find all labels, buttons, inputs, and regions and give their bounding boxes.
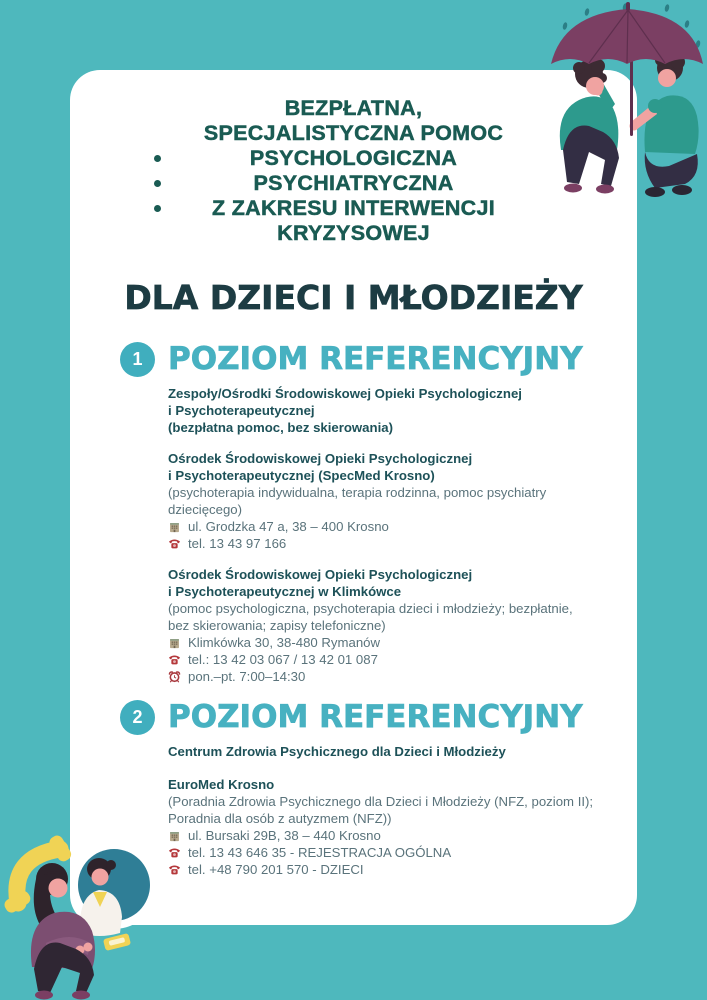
illustration-phone-call-doctor bbox=[0, 815, 235, 1000]
phone-icon bbox=[168, 653, 181, 666]
phone-row bbox=[168, 535, 613, 552]
section-1-title: POZIOM REFERENCYJNY bbox=[168, 341, 583, 377]
entry-name: i Psychoterapeutycznej w Klimkówce bbox=[168, 584, 402, 599]
entry-description: dziecięcego) bbox=[168, 502, 243, 517]
section-2-number-badge: 2 bbox=[120, 700, 155, 735]
header-bullet-2: PSYCHIATRYCZNA bbox=[253, 171, 454, 195]
entry-description: (Poradnia Zdrowia Psychicznego dla Dzieci i Młodzieży (NFZ, poziom II); bbox=[168, 794, 594, 809]
intro-line: i Psychoterapeutycznej bbox=[168, 403, 315, 418]
entry-description: (psychoterapia indywidualna, terapia rodzinna, pomoc psychiatry bbox=[168, 485, 547, 500]
bullet-dot-icon bbox=[154, 205, 161, 212]
intro-line: (bezpłatna pomoc, bez skierowania) bbox=[168, 420, 393, 435]
bullet-dot-icon bbox=[154, 155, 161, 162]
entry-specmed-krosno bbox=[168, 450, 613, 552]
section-2-heading bbox=[120, 699, 637, 735]
section-2-intro bbox=[168, 743, 613, 760]
phone-text: tel. 13 43 97 166 bbox=[188, 536, 287, 551]
header-line-2: SPECJALISTYCZNA POMOC bbox=[203, 121, 504, 145]
address-row bbox=[168, 518, 613, 535]
address-text: ul. Grodzka 47 a, 38 – 400 Krosno bbox=[188, 519, 389, 534]
entry-description: Poradnia dla osób z autyzmem (NFZ)) bbox=[168, 811, 392, 826]
entry-name: i Psychoterapeutycznej (SpecMed Krosno) bbox=[168, 468, 435, 483]
intro-line: Centrum Zdrowia Psychicznego dla Dzieci i Młodzieży bbox=[168, 744, 506, 759]
section-1-number-badge: 1 bbox=[120, 342, 155, 377]
entry-name: EuroMed Krosno bbox=[168, 777, 275, 792]
medicine-box bbox=[103, 933, 131, 951]
illustration-umbrella-support bbox=[539, 0, 707, 215]
building-icon bbox=[168, 636, 181, 649]
helper-person bbox=[630, 54, 699, 197]
hours-text: pon.–pt. 7:00–14:30 bbox=[188, 669, 306, 684]
hours-row bbox=[168, 668, 613, 685]
phone-row bbox=[168, 651, 613, 668]
phone-text: tel. 13 43 646 35 - REJESTRACJA OGÓLNA bbox=[188, 845, 452, 860]
header-bullet-3: Z ZAKRESU INTERWENCJI KRYZYSOWEJ bbox=[211, 196, 496, 245]
address-text: ul. Bursaki 29B, 38 – 440 Krosno bbox=[188, 828, 381, 843]
bullet-dot-icon bbox=[154, 180, 161, 187]
phone-text: tel. +48 790 201 570 - DZIECI bbox=[188, 862, 364, 877]
section-1-heading bbox=[120, 341, 637, 377]
building-icon bbox=[168, 520, 181, 533]
phone-icon bbox=[168, 537, 181, 550]
header-line-1: BEZPŁATNA, bbox=[284, 96, 423, 120]
section-1-intro bbox=[168, 385, 613, 436]
entry-description: bez skierowania; zapisy telefoniczne) bbox=[168, 618, 386, 633]
phone-text: tel.: 13 42 03 067 / 13 42 01 087 bbox=[188, 652, 378, 667]
intro-line: Zespoły/Ośrodki Środowiskowej Opieki Psychologicznej bbox=[168, 386, 522, 401]
address-text: Klimkówka 30, 38-480 Rymanów bbox=[188, 635, 381, 650]
address-row bbox=[168, 634, 613, 651]
entry-name: Ośrodek Środowiskowej Opieki Psychologicznej bbox=[168, 567, 473, 582]
header-bullet-1: PSYCHOLOGICZNA bbox=[249, 146, 458, 170]
sad-person bbox=[560, 59, 619, 194]
entry-description: (pomoc psychologiczna, psychoterapia dzieci i młodzieży; bezpłatnie, bbox=[168, 601, 573, 616]
section-2-title: POZIOM REFERENCYJNY bbox=[168, 699, 583, 735]
page-title: DLA DZIECI I MŁODZIEŻY bbox=[124, 278, 583, 317]
entry-name: Ośrodek Środowiskowej Opieki Psychologicznej bbox=[168, 451, 473, 466]
clock-icon bbox=[168, 670, 181, 683]
entry-klimkowka bbox=[168, 566, 613, 685]
